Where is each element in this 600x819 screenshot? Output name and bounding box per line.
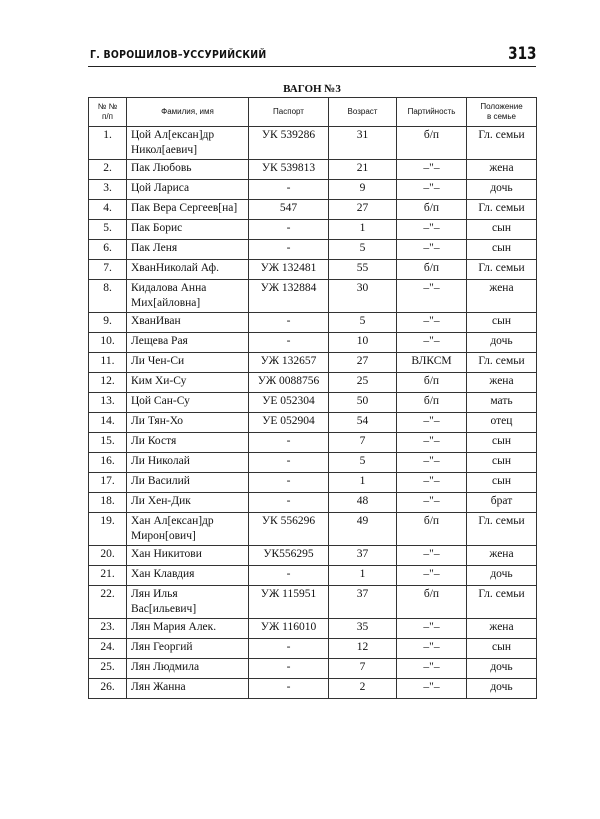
cell-passport: УК 539286 bbox=[249, 127, 329, 160]
cell-age: 5 bbox=[329, 453, 397, 473]
table-header-row bbox=[89, 98, 537, 127]
cell-family-role: отец bbox=[467, 413, 537, 433]
cell-age: 5 bbox=[329, 313, 397, 333]
cell-party: –"– bbox=[397, 473, 467, 493]
cell-passport: УЖ 116010 bbox=[249, 619, 329, 639]
cell-party: –"– bbox=[397, 619, 467, 639]
cell-full-name: Ли Василий bbox=[127, 473, 249, 493]
cell-party: б/п bbox=[397, 127, 467, 160]
cell-row-number: 1. bbox=[89, 127, 127, 160]
cell-full-name: Ли Хен-Дик bbox=[127, 493, 249, 513]
table-row bbox=[89, 393, 537, 413]
cell-party: –"– bbox=[397, 280, 467, 313]
cell-family-role: жена bbox=[467, 619, 537, 639]
cell-age: 7 bbox=[329, 659, 397, 679]
cell-passport: - bbox=[249, 473, 329, 493]
table-row bbox=[89, 473, 537, 493]
cell-passport: - bbox=[249, 453, 329, 473]
table-row bbox=[89, 619, 537, 639]
cell-row-number: 21. bbox=[89, 566, 127, 586]
table-title: ВАГОН №3 bbox=[283, 83, 341, 95]
table-row bbox=[89, 200, 537, 220]
cell-age: 50 bbox=[329, 393, 397, 413]
cell-row-number: 4. bbox=[89, 200, 127, 220]
cell-passport: УЖ 132657 bbox=[249, 353, 329, 373]
table-row bbox=[89, 679, 537, 699]
cell-age: 1 bbox=[329, 566, 397, 586]
table-row bbox=[89, 493, 537, 513]
cell-full-name: Хан Ал[ексан]др Мирон[ович] bbox=[127, 513, 249, 546]
cell-party: –"– bbox=[397, 220, 467, 240]
cell-full-name: Пак Вера Сергеев[на] bbox=[127, 200, 249, 220]
cell-party: б/п bbox=[397, 393, 467, 413]
cell-full-name: ХванИван bbox=[127, 313, 249, 333]
table-row bbox=[89, 639, 537, 659]
cell-age: 37 bbox=[329, 586, 397, 619]
cell-row-number: 16. bbox=[89, 453, 127, 473]
cell-full-name: Цой Сан-Су bbox=[127, 393, 249, 413]
cell-party: –"– bbox=[397, 566, 467, 586]
cell-row-number: 5. bbox=[89, 220, 127, 240]
page-header bbox=[88, 44, 536, 67]
table-row bbox=[89, 220, 537, 240]
running-head: Г. ВОРОШИЛОВ–УССУРИЙСКИЙ bbox=[90, 48, 267, 61]
cell-age: 30 bbox=[329, 280, 397, 313]
cell-party: –"– bbox=[397, 180, 467, 200]
cell-family-role: жена bbox=[467, 280, 537, 313]
cell-row-number: 10. bbox=[89, 333, 127, 353]
cell-full-name: Хан Никитови bbox=[127, 546, 249, 566]
cell-age: 1 bbox=[329, 473, 397, 493]
cell-row-number: 15. bbox=[89, 433, 127, 453]
cell-party: –"– bbox=[397, 546, 467, 566]
cell-passport: 547 bbox=[249, 200, 329, 220]
cell-party: –"– bbox=[397, 413, 467, 433]
cell-row-number: 9. bbox=[89, 313, 127, 333]
table-row bbox=[89, 260, 537, 280]
cell-full-name: Лян Георгий bbox=[127, 639, 249, 659]
cell-full-name: ХванНиколай Аф. bbox=[127, 260, 249, 280]
table-row bbox=[89, 160, 537, 180]
cell-age: 1 bbox=[329, 220, 397, 240]
cell-family-role: Гл. семьи bbox=[467, 200, 537, 220]
cell-row-number: 13. bbox=[89, 393, 127, 413]
cell-family-role: сын bbox=[467, 473, 537, 493]
cell-passport: УЕ 052904 bbox=[249, 413, 329, 433]
cell-age: 27 bbox=[329, 200, 397, 220]
cell-family-role: дочь bbox=[467, 180, 537, 200]
cell-party: –"– bbox=[397, 240, 467, 260]
cell-party: –"– bbox=[397, 333, 467, 353]
column-header-age: Возраст bbox=[329, 98, 397, 127]
cell-full-name: Лян Илья Вас[ильевич] bbox=[127, 586, 249, 619]
cell-row-number: 12. bbox=[89, 373, 127, 393]
cell-full-name: Цой Ал[ексан]др Никол[аевич] bbox=[127, 127, 249, 160]
table-row bbox=[89, 313, 537, 333]
cell-family-role: Гл. семьи bbox=[467, 353, 537, 373]
cell-row-number: 25. bbox=[89, 659, 127, 679]
cell-row-number: 17. bbox=[89, 473, 127, 493]
table-row bbox=[89, 180, 537, 200]
cell-passport: - bbox=[249, 180, 329, 200]
cell-passport: УЖ 132481 bbox=[249, 260, 329, 280]
cell-passport: - bbox=[249, 433, 329, 453]
table-row bbox=[89, 333, 537, 353]
cell-family-role: мать bbox=[467, 393, 537, 413]
cell-row-number: 14. bbox=[89, 413, 127, 433]
cell-family-role: брат bbox=[467, 493, 537, 513]
cell-family-role: сын bbox=[467, 313, 537, 333]
cell-full-name: Цой Лариса bbox=[127, 180, 249, 200]
cell-row-number: 3. bbox=[89, 180, 127, 200]
cell-family-role: дочь bbox=[467, 566, 537, 586]
cell-passport: - bbox=[249, 639, 329, 659]
cell-full-name: Ли Тян-Хо bbox=[127, 413, 249, 433]
table-row bbox=[89, 280, 537, 313]
cell-row-number: 8. bbox=[89, 280, 127, 313]
cell-passport: УЖ 115951 bbox=[249, 586, 329, 619]
cell-full-name: Лян Жанна bbox=[127, 679, 249, 699]
column-header-family-role: Положение в семье bbox=[467, 98, 537, 127]
cell-age: 35 bbox=[329, 619, 397, 639]
cell-row-number: 23. bbox=[89, 619, 127, 639]
cell-full-name: Хан Клавдия bbox=[127, 566, 249, 586]
cell-party: ВЛКСМ bbox=[397, 353, 467, 373]
cell-row-number: 18. bbox=[89, 493, 127, 513]
column-header-row-number: № № п/п bbox=[89, 98, 127, 127]
cell-full-name: Ли Чен-Си bbox=[127, 353, 249, 373]
cell-party: –"– bbox=[397, 433, 467, 453]
table-row bbox=[89, 546, 537, 566]
cell-age: 49 bbox=[329, 513, 397, 546]
cell-age: 7 bbox=[329, 433, 397, 453]
cell-party: –"– bbox=[397, 639, 467, 659]
table-row bbox=[89, 566, 537, 586]
cell-passport: - bbox=[249, 679, 329, 699]
cell-passport: УЕ 052304 bbox=[249, 393, 329, 413]
cell-full-name: Кидалова Анна Мих[айловна] bbox=[127, 280, 249, 313]
cell-family-role: сын bbox=[467, 639, 537, 659]
cell-age: 10 bbox=[329, 333, 397, 353]
cell-family-role: Гл. семьи bbox=[467, 127, 537, 160]
cell-full-name: Ли Николай bbox=[127, 453, 249, 473]
cell-family-role: дочь bbox=[467, 679, 537, 699]
cell-row-number: 26. bbox=[89, 679, 127, 699]
cell-full-name: Пак Леня bbox=[127, 240, 249, 260]
cell-party: –"– bbox=[397, 679, 467, 699]
cell-full-name: Лян Людмила bbox=[127, 659, 249, 679]
cell-family-role: дочь bbox=[467, 659, 537, 679]
table-row bbox=[89, 659, 537, 679]
cell-passport: УЖ 132884 bbox=[249, 280, 329, 313]
column-header-passport: Паспорт bbox=[249, 98, 329, 127]
cell-family-role: дочь bbox=[467, 333, 537, 353]
cell-age: 27 bbox=[329, 353, 397, 373]
cell-passport: УК 539813 bbox=[249, 160, 329, 180]
cell-row-number: 24. bbox=[89, 639, 127, 659]
cell-family-role: жена bbox=[467, 546, 537, 566]
cell-passport: - bbox=[249, 566, 329, 586]
table-row bbox=[89, 373, 537, 393]
cell-full-name: Ли Костя bbox=[127, 433, 249, 453]
cell-age: 21 bbox=[329, 160, 397, 180]
cell-family-role: сын bbox=[467, 240, 537, 260]
cell-full-name: Лян Мария Алек. bbox=[127, 619, 249, 639]
table-body bbox=[89, 127, 537, 699]
cell-passport: - bbox=[249, 313, 329, 333]
cell-passport: УК 556296 bbox=[249, 513, 329, 546]
cell-full-name: Пак Любовь bbox=[127, 160, 249, 180]
cell-party: б/п bbox=[397, 260, 467, 280]
cell-row-number: 6. bbox=[89, 240, 127, 260]
cell-passport: - bbox=[249, 493, 329, 513]
cell-age: 55 bbox=[329, 260, 397, 280]
cell-row-number: 19. bbox=[89, 513, 127, 546]
cell-age: 12 bbox=[329, 639, 397, 659]
table-row bbox=[89, 453, 537, 473]
cell-full-name: Лещева Рая bbox=[127, 333, 249, 353]
cell-age: 25 bbox=[329, 373, 397, 393]
cell-passport: - bbox=[249, 333, 329, 353]
cell-passport: - bbox=[249, 240, 329, 260]
cell-passport: УЖ 0088756 bbox=[249, 373, 329, 393]
cell-row-number: 7. bbox=[89, 260, 127, 280]
cell-age: 31 bbox=[329, 127, 397, 160]
cell-passport: - bbox=[249, 220, 329, 240]
cell-party: б/п bbox=[397, 513, 467, 546]
cell-age: 48 bbox=[329, 493, 397, 513]
cell-row-number: 11. bbox=[89, 353, 127, 373]
table-row bbox=[89, 433, 537, 453]
table-row bbox=[89, 513, 537, 546]
cell-party: –"– bbox=[397, 493, 467, 513]
cell-party: –"– bbox=[397, 453, 467, 473]
column-header-party: Партийность bbox=[397, 98, 467, 127]
cell-family-role: Гл. семьи bbox=[467, 260, 537, 280]
cell-family-role: сын bbox=[467, 453, 537, 473]
passenger-table bbox=[88, 97, 537, 699]
table-row bbox=[89, 586, 537, 619]
cell-family-role: Гл. семьи bbox=[467, 586, 537, 619]
cell-family-role: жена bbox=[467, 160, 537, 180]
table-row bbox=[89, 413, 537, 433]
page-number: 313 bbox=[507, 44, 536, 64]
cell-age: 5 bbox=[329, 240, 397, 260]
cell-passport: - bbox=[249, 659, 329, 679]
table-row bbox=[89, 240, 537, 260]
cell-row-number: 2. bbox=[89, 160, 127, 180]
cell-family-role: Гл. семьи bbox=[467, 513, 537, 546]
cell-full-name: Ким Хи-Су bbox=[127, 373, 249, 393]
cell-party: –"– bbox=[397, 313, 467, 333]
table-row bbox=[89, 127, 537, 160]
cell-party: б/п bbox=[397, 586, 467, 619]
cell-party: б/п bbox=[397, 373, 467, 393]
cell-family-role: жена bbox=[467, 373, 537, 393]
cell-family-role: сын bbox=[467, 220, 537, 240]
cell-age: 37 bbox=[329, 546, 397, 566]
cell-full-name: Пак Борис bbox=[127, 220, 249, 240]
cell-age: 54 bbox=[329, 413, 397, 433]
cell-age: 9 bbox=[329, 180, 397, 200]
cell-family-role: сын bbox=[467, 433, 537, 453]
cell-party: –"– bbox=[397, 659, 467, 679]
table-row bbox=[89, 353, 537, 373]
cell-row-number: 22. bbox=[89, 586, 127, 619]
cell-row-number: 20. bbox=[89, 546, 127, 566]
cell-party: б/п bbox=[397, 200, 467, 220]
cell-passport: УК556295 bbox=[249, 546, 329, 566]
cell-age: 2 bbox=[329, 679, 397, 699]
column-header-full-name: Фамилия, имя bbox=[127, 98, 249, 127]
cell-party: –"– bbox=[397, 160, 467, 180]
